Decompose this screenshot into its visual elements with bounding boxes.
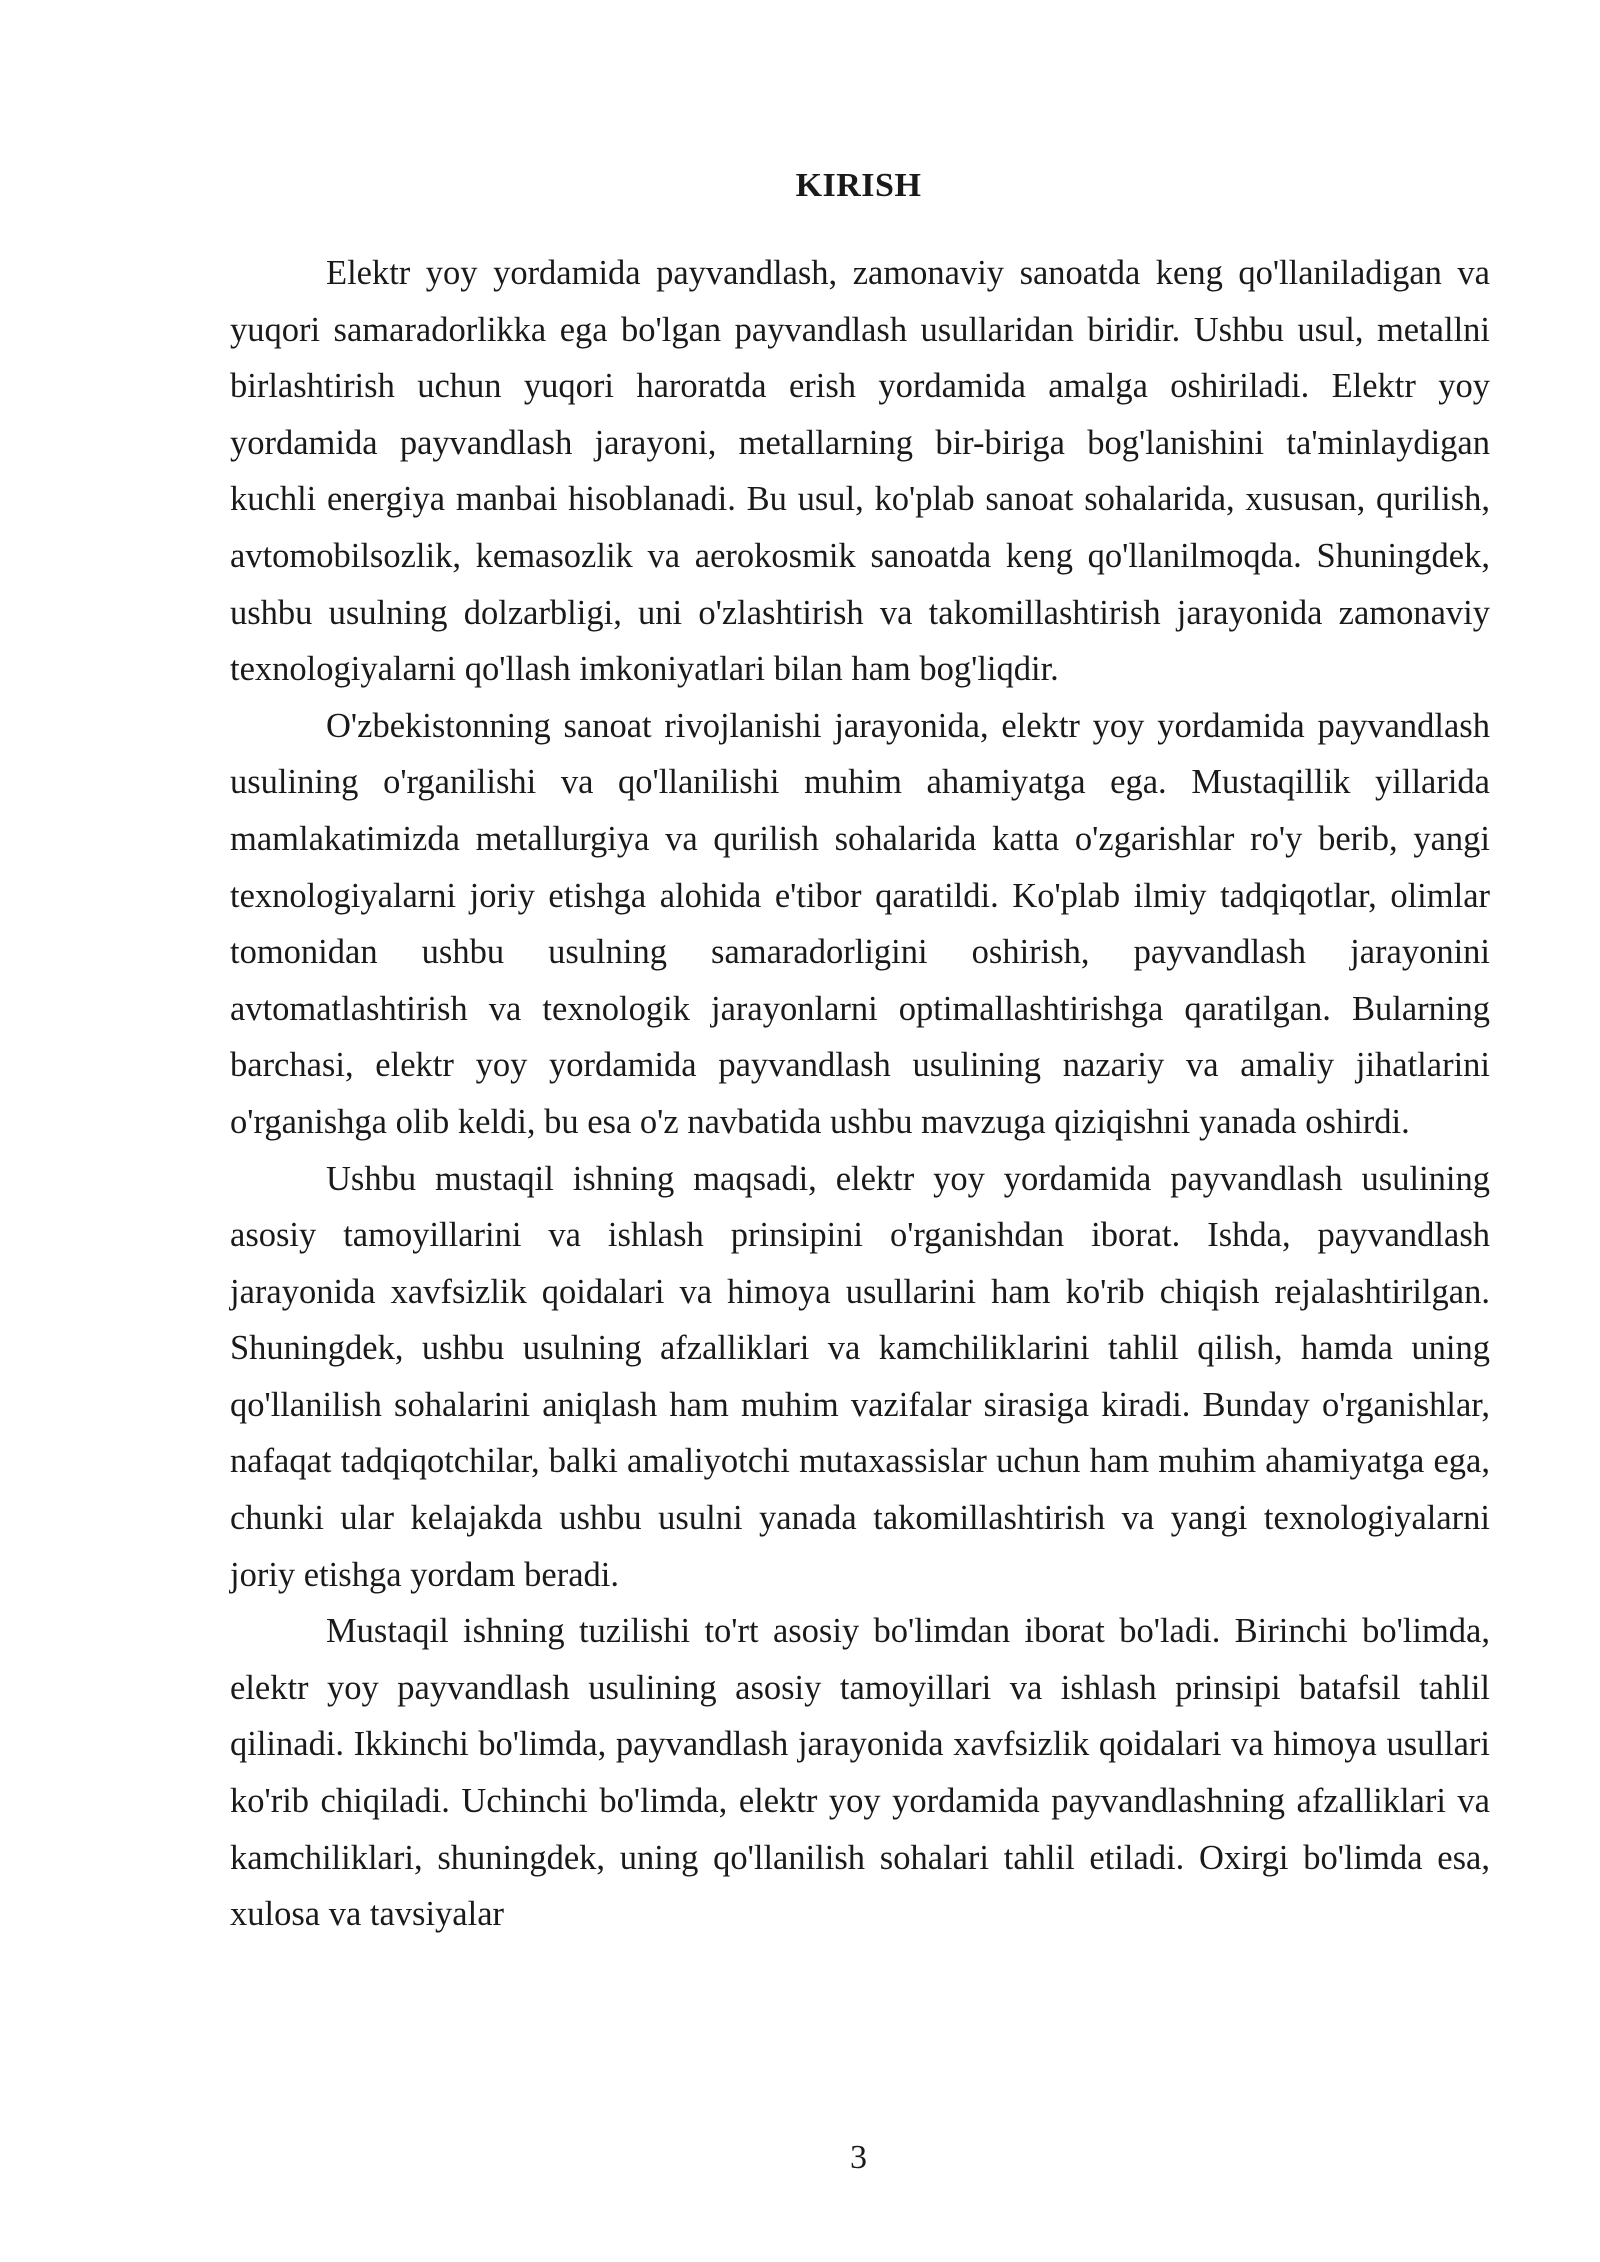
paragraph: Mustaqil ishning tuzilishi to'rt asosiy bo'limdan iborat bo'ladi. Birinchi bo'limda, elektr yoy payvandlash usulining asosiy tamoyillari va ishlash prinsipi batafsil tahlil qilinadi. Ikkinchi bo'limda, payvandlash jarayonida xavfsizlik qoidalari va himoya usullari ko'rib chiqiladi. Uchinchi bo'limda, elektr yoy yordamida payvandlashning afzalliklari va kamchiliklari, shuningdek, uning qo'llanilish sohalari tahlil etiladi. Oxirgi bo'limda esa, xulosa va tavsiyalar — [230, 1612, 1490, 1934]
paragraph: O'zbekistonning sanoat rivojlanishi jarayonida, elektr yoy yordamida payvandlash usulining o'rganilishi va qo'llanilishi muhim ahamiyatga ega. Mustaqillik yillarida mamlakatimizda metallurgiya va qurilish sohalarida katta o'zgarishlar ro'y berib, yangi texnologiyalarni joriy etishga alohida e'tibor qaratildi. Ko'plab ilmiy tadqiqotlar, olimlar tomonidan ushbu usulning samaradorligini oshirish, payvandlash jarayonini avtomatlashtirish va texnologik jarayonlarni optimallashtirishga qaratilgan. Bularning barchasi, elektr yoy yordamida payvandlash usulining nazariy va amaliy jihatlarini o'rganishga olib keldi, bu esa o'z navbatida ushbu mavzuga qiziqishni yanada oshirdi. — [230, 706, 1490, 1141]
body-text — [230, 245, 1490, 1943]
paragraph: Elektr yoy yordamida payvandlash, zamonaviy sanoatda keng qo'llaniladigan va yuqori samaradorlikka ega bo'lgan payvandlash usullaridan biridir. Ushbu usul, metallni birlashtirish uchun yuqori haroratda erish yordamida amalga oshiriladi. Elektr yoy yordamida payvandlash jarayoni, metallarning bir-biriga bog'lanishini ta'minlaydigan kuchli energiya manbai hisoblanadi. Bu usul, ko'plab sanoat sohalarida, xususan, qurilish, avtomobilsozlik, kemasozlik va aerokosmik sanoatda keng qo'llanilmoqda. Shuningdek, ushbu usulning dolzarbligi, uni o'zlashtirish va takomillashtirish jarayonida zamonaviy texnologiyalarni qo'llash imkoniyatlari bilan ham bog'liqdir. — [230, 254, 1490, 689]
page-number: 3 — [850, 2139, 867, 2176]
paragraph: Ushbu mustaqil ishning maqsadi, elektr yoy yordamida payvandlash usulining asosiy tamoyillarini va ishlash prinsipini o'rganishdan iborat. Ishda, payvandlash jarayonida xavfsizlik qoidalari va himoya usullarini ham ko'rib chiqish rejalashtirilgan. Shuningdek, ushbu usulning afzalliklari va kamchiliklarini tahlil qilish, hamda uning qo'llanilish sohalarini aniqlash ham muhim vazifalar sirasiga kiradi. Bunday o'rganishlar, nafaqat tadqiqotchilar, balki amaliyotchi mutaxassislar uchun ham muhim ahamiyatga ega, chunki ular kelajakda ushbu usulni yanada takomillashtirish va yangi texnologiyalarni joriy etishga yordam beradi. — [230, 1159, 1490, 1594]
page-title: KIRISH — [795, 167, 922, 204]
